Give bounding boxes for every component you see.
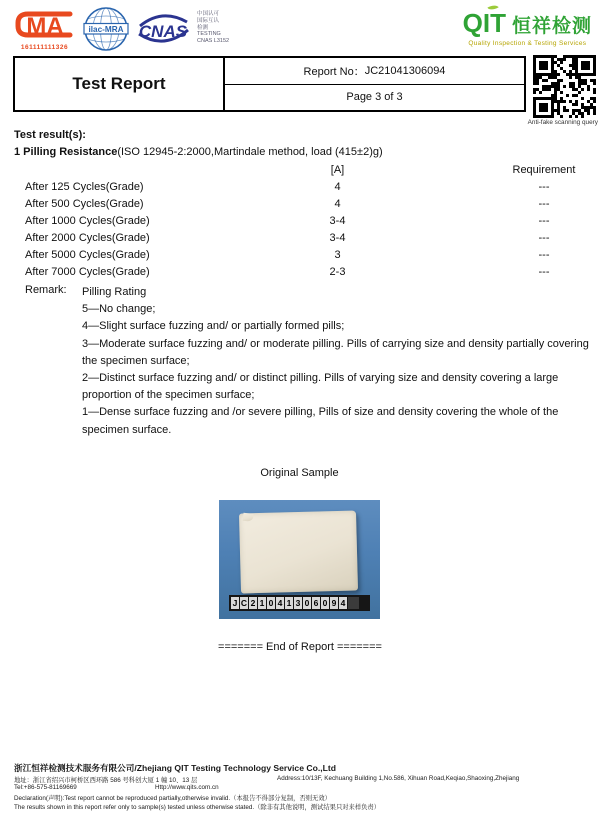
report-no-value: JC21041306094 [364, 64, 446, 77]
qit-logo-chinese: 恒祥检测 [511, 16, 592, 37]
row-value: 4 [334, 181, 341, 193]
table-row [0, 198, 600, 215]
results-section-title: Test result(s): [14, 129, 86, 141]
cma-logo [13, 6, 76, 51]
row-label: After 2000 Cycles(Grade) [25, 232, 150, 244]
column-sample-id: [A] [330, 164, 345, 176]
company-name: 浙江恒祥检测技术服务有限公司/Zhejiang QIT Testing Technology Service Co.,Ltd [14, 763, 336, 773]
report-no-row [225, 58, 524, 84]
remark-section [0, 284, 600, 439]
test-method-line [14, 146, 383, 158]
remark-title: Pilling Rating [82, 286, 147, 298]
remark-line: 5—No change; [82, 303, 156, 316]
page-number: Page 3 of 3 [225, 84, 524, 111]
qr-caption: Anti-fake scanning query [527, 119, 598, 126]
certification-logos [13, 6, 229, 52]
phone-number: Tel:+86-575-81169669 [14, 784, 77, 791]
address-english: Address:10/13F, Kechuang Building 1,No.586, Xihuan Road,Keqiao,Shaoxing,Zhejiang [277, 775, 520, 782]
ilac-mra-icon [83, 6, 129, 52]
qit-logo [463, 8, 592, 47]
column-requirement: Requirement [512, 164, 576, 176]
row-value: 3-4 [329, 232, 346, 244]
remark-line: 4—Slight surface fuzzing and/ or partially formed pills; [82, 320, 345, 333]
results-column-headers [0, 164, 600, 181]
table-row [0, 215, 600, 232]
cnas-text-line: 中国认可 [197, 11, 220, 17]
cma-letters: MA [26, 13, 64, 40]
table-row [0, 249, 600, 266]
end-of-report: ======= End of Report ======= [218, 641, 382, 653]
row-value: 4 [334, 198, 341, 210]
row-requirement: --- [538, 266, 550, 278]
row-requirement: --- [538, 198, 550, 210]
cnas-text-line: CNAS L3152 [197, 38, 230, 45]
cnas-text-line: 国际互认 [197, 17, 220, 24]
sample-caption: Original Sample [260, 467, 339, 479]
row-label: After 500 Cycles(Grade) [25, 198, 144, 210]
qit-logo-text: QIT [463, 8, 506, 39]
row-value: 3-4 [329, 215, 346, 227]
cnas-accreditation-text [197, 11, 229, 45]
remark-label: Remark: [25, 284, 67, 296]
table-row [0, 266, 600, 283]
cnas-letters: CNAS [138, 22, 188, 41]
results-table [0, 181, 600, 283]
test-method: (ISO 12945-2:2000,Martindale method, load (415±2)g) [117, 146, 383, 158]
row-requirement: --- [538, 232, 550, 244]
row-label: After 5000 Cycles(Grade) [25, 249, 150, 261]
row-requirement: --- [538, 181, 550, 193]
table-row [0, 181, 600, 198]
cma-number: 161111111326 [20, 44, 69, 51]
row-label: After 1000 Cycles(Grade) [25, 215, 150, 227]
sample-label-plate: J C 2 1 0 4 1 3 0 6 0 9 4 [229, 595, 370, 611]
cnas-text-line: 检测 [197, 24, 209, 31]
address-chinese: 地址：浙江省绍兴市柯桥区西环路 586 号科创大厦 1 幢 10、13 层 [14, 777, 198, 784]
cnas-text-line: TESTING [197, 31, 221, 38]
qr-code [533, 55, 596, 118]
test-name: 1 Pilling Resistance [14, 146, 118, 158]
row-label: After 125 Cycles(Grade) [25, 181, 144, 193]
fabric-specimen [239, 510, 358, 593]
qit-tagline: Quality Inspection & Testing Services [468, 40, 587, 47]
row-value: 3 [334, 249, 341, 261]
table-row [0, 232, 600, 249]
report-header-table [13, 56, 526, 112]
report-title: Test Report [15, 58, 225, 110]
remark-line: 2—Distinct surface fuzzing and/ or distinct pilling. Pills of varying size and density covering a large proportion of the specimen surface; [82, 372, 559, 402]
results-note-line: The results shown in this report refer only to sample(s) tested unless otherwise stated.（除非有其他说明，测试结果只对来样负责） [14, 804, 381, 811]
website-url: Http://www.qits.com.cn [155, 784, 219, 791]
ilac-label: ilac-MRA [88, 24, 124, 34]
remark-line: 3—Moderate surface fuzzing and/ or moderate pilling. Pills of carrying size and density partially covering the specimen surface; [82, 337, 589, 367]
remark-line: 1—Dense surface fuzzing and /or severe pilling, Pills of size and density covering the whole of the specimen surface. [82, 406, 559, 436]
row-requirement: --- [538, 215, 550, 227]
cnas-icon [136, 10, 190, 48]
row-label: After 7000 Cycles(Grade) [25, 266, 150, 278]
row-requirement: --- [538, 249, 550, 261]
row-value: 2-3 [329, 266, 346, 278]
declaration-line: Declaration(声明):Test report cannot be reproduced partially,otherwise invalid.（本报告不得部分复制，否则无效） [14, 795, 331, 802]
sample-photo [219, 500, 380, 619]
report-no-label: Report No： [303, 65, 365, 78]
cma-mark-icon [13, 6, 76, 43]
